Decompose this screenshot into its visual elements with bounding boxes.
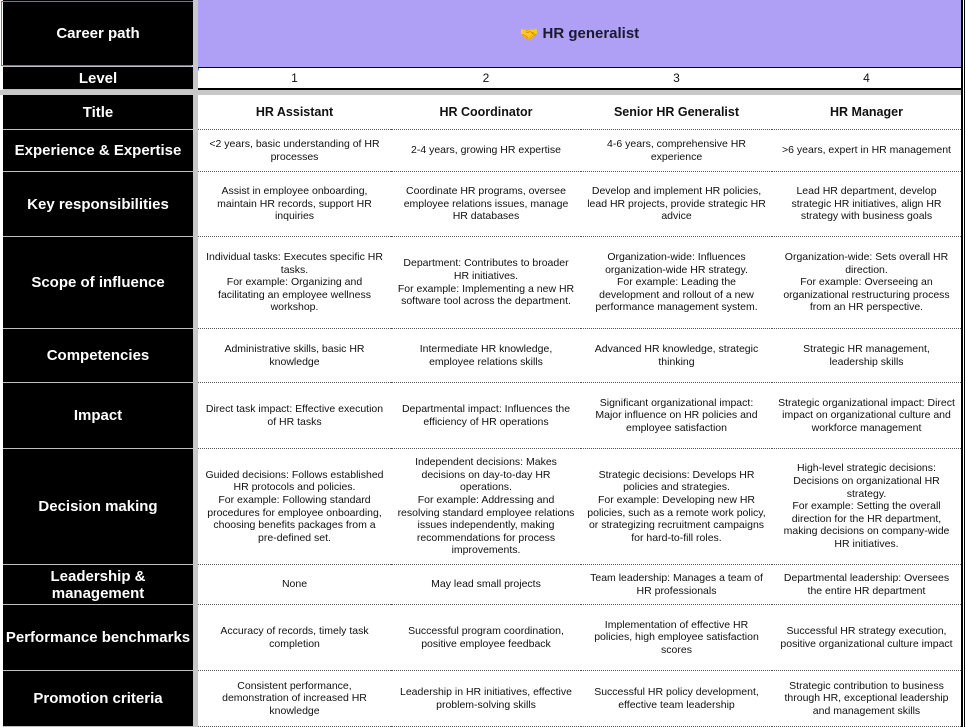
cell-text: Direct task impact: Effective execution of HR tasks (205, 402, 384, 428)
cell-text: <2 years, basic understanding of HR processes (209, 137, 380, 163)
table-cell[interactable] (581, 449, 772, 565)
cell-text: Assist in employee onboarding, maintain HR records, support HR inquiries (217, 185, 372, 223)
cell-text: Lead HR department, develop strategic HR initiatives, align HR strategy with business goals (791, 185, 942, 223)
cell-text: Consistent performance, demonstration of increased HR knowledge (222, 679, 367, 717)
cell-text: Administrative skills, basic HR knowledge (224, 342, 365, 368)
career-path-label-cell[interactable] (3, 0, 193, 67)
level-label: Level (78, 69, 118, 87)
cell-summary: Department: Contributes to broader HR initiatives. (403, 257, 569, 282)
cell-text: 4-6 years, comprehensive HR experience (607, 137, 746, 163)
cell-text: Implementation of effective HR policies, high employee satisfaction scores (594, 618, 759, 656)
table-cell[interactable] (198, 605, 391, 671)
row-label: Impact (73, 407, 123, 424)
cell-text: Strategic organizational impact: Direct impact on organizational culture and workforce management (778, 396, 955, 434)
cell-summary: High-level strategic decisions: Decisions on organizational HR strategy. (793, 462, 940, 500)
cell-example: For example: Leading the development and rollout of a new performance management system. (595, 276, 758, 314)
row-label: Decision making (38, 498, 158, 515)
cell-text: Successful HR strategy execution, positive organizational culture impact (780, 624, 953, 650)
table-cell[interactable] (581, 383, 772, 449)
table-cell[interactable] (772, 329, 961, 383)
cell-text: Significant organizational impact: Major influence on HR policies and employee satisfaction (595, 396, 758, 434)
row-label-cell[interactable] (3, 671, 193, 727)
cell-text: HR Assistant (255, 104, 334, 119)
right-border-outer (964, 0, 965, 727)
title-cell[interactable] (772, 95, 961, 130)
cell-text: Accuracy of records, timely task completion (220, 624, 369, 650)
cell-example: For example: Organizing and facilitating an employee wellness workshop. (218, 276, 371, 314)
table-cell[interactable] (198, 449, 391, 565)
cell-summary: Individual tasks: Executes specific HR tasks. (206, 251, 383, 276)
cell-text: HR Coordinator (439, 104, 533, 119)
row-label: Leadership & management (50, 567, 146, 602)
table-cell[interactable] (581, 605, 772, 671)
cell-example: For example: Implementing a new HR software tool across the department. (397, 282, 575, 308)
table-cell[interactable] (391, 329, 581, 383)
cell-text: Intermediate HR knowledge, employee relations skills (419, 342, 553, 368)
table-cell[interactable] (391, 565, 581, 605)
cell-summary: Independent decisions: Makes decisions on day-to-day HR operations. (415, 456, 557, 494)
table-cell[interactable] (772, 671, 961, 727)
row-label: Key responsibilities (27, 195, 169, 213)
table-cell[interactable] (198, 130, 391, 172)
level-label-cell[interactable] (3, 67, 193, 90)
row-label: Performance benchmarks (5, 629, 191, 646)
career-path-value: HR generalist (542, 25, 640, 42)
row-label-cell[interactable] (3, 605, 193, 671)
row-label-cell[interactable] (3, 130, 193, 172)
table-cell[interactable] (772, 172, 961, 237)
row-label-cell[interactable] (3, 565, 193, 605)
table-cell[interactable] (581, 172, 772, 237)
table-cell[interactable] (391, 383, 581, 449)
table-cell[interactable] (772, 449, 961, 565)
cell-text: Coordinate HR programs, oversee employee relations issues, manage HR databases (403, 185, 569, 223)
cell-text: Leadership in HR initiatives, effective problem-solving skills (400, 685, 572, 711)
cell-example: For example: Addressing and resolving standard employee relations issues independently, making recommendations for process improvements. (397, 493, 575, 557)
table-cell[interactable] (198, 329, 391, 383)
table-cell[interactable] (772, 565, 961, 605)
cell-text (397, 257, 575, 307)
cell-text: Departmental leadership: Oversees the entire HR department (783, 571, 950, 597)
title-cell[interactable] (198, 95, 391, 130)
cell-example: For example: Overseeing an organizational restructuring process from an HR perspective. (783, 276, 950, 314)
cell-text: None (281, 578, 308, 591)
cell-text (587, 469, 766, 545)
title-cell[interactable] (391, 95, 581, 130)
table-cell[interactable] (198, 172, 391, 237)
row-label-cell[interactable] (3, 449, 193, 565)
row-label-cell[interactable] (3, 329, 193, 383)
row-label: Promotion criteria (33, 690, 163, 707)
cell-text: Departmental impact: Influences the efficiency of HR operations (401, 402, 571, 428)
row-label-cell[interactable] (3, 172, 193, 237)
table-cell[interactable] (772, 130, 961, 172)
cell-text: Senior HR Generalist (613, 104, 740, 119)
table-cell[interactable] (198, 383, 391, 449)
row-label: Scope of influence (31, 274, 165, 291)
level-cell-3[interactable]: 3 (581, 67, 772, 90)
table-cell[interactable] (772, 605, 961, 671)
cell-text: Strategic contribution to business through HR, exceptional leadership and management skills (784, 679, 949, 717)
cell-text: Successful HR policy development, effective team leadership (594, 685, 759, 711)
cell-text: Develop and implement HR policies, lead HR projects, provide strategic HR advice (587, 185, 766, 223)
table-cell[interactable] (198, 237, 391, 329)
table-cell[interactable] (391, 671, 581, 727)
cell-text: Successful program coordination, positive employee feedback (408, 624, 564, 650)
table-cell[interactable] (581, 329, 772, 383)
table-cell[interactable] (581, 671, 772, 727)
cell-text: 2-4 years, growing HR expertise (411, 144, 561, 157)
table-cell[interactable] (391, 172, 581, 237)
cell-text (204, 251, 385, 314)
level-cell-1[interactable]: 1 (198, 67, 391, 90)
cell-text: Team leadership: Manages a team of HR professionals (590, 571, 763, 597)
right-border (961, 0, 963, 727)
table-cell[interactable] (391, 130, 581, 172)
row-label-cell[interactable] (3, 237, 193, 329)
table-cell[interactable] (391, 449, 581, 565)
cell-text (397, 456, 575, 557)
cell-text (778, 462, 955, 550)
row-label: Competencies (46, 347, 150, 364)
cell-text (778, 251, 955, 314)
cell-summary: Organization-wide: Influences organization-wide HR strategy. (605, 251, 748, 276)
row-label-cell[interactable] (3, 383, 193, 449)
title-cell[interactable] (581, 95, 772, 130)
table-cell[interactable] (198, 565, 391, 605)
career-path-label: Career path (56, 24, 140, 42)
table-cell[interactable] (581, 237, 772, 329)
cell-text: Strategic HR management, leadership skills (803, 342, 930, 368)
level-cell-2[interactable]: 2 (391, 67, 581, 90)
career-path-banner[interactable] (198, 0, 961, 68)
cell-text: >6 years, expert in HR management (782, 144, 951, 157)
table-cell[interactable] (391, 237, 581, 329)
table-cell[interactable] (198, 671, 391, 727)
cell-example: For example: Setting the overall direction for the HR department, making decisions on company-wide HR initiatives. (783, 500, 950, 550)
cell-summary: Guided decisions: Follows established HR protocols and policies. (205, 468, 384, 494)
table-cell[interactable] (772, 237, 961, 329)
table-cell[interactable] (391, 605, 581, 671)
cell-text (587, 251, 766, 314)
level-cell-4[interactable]: 4 (772, 67, 961, 90)
row-label: Experience & Expertise (14, 142, 182, 159)
row-label: Title (82, 103, 114, 121)
cell-summary: Organization-wide: Sets overall HR direction. (784, 251, 949, 276)
table-cell[interactable] (581, 130, 772, 172)
table-cell[interactable] (581, 565, 772, 605)
cell-text (204, 469, 385, 545)
cell-example: For example: Developing new HR policies, such as a remote work policy, or strategizing recruitment campaigns for hard-to-fill roles. (587, 493, 766, 544)
cell-summary: Strategic decisions: Develops HR policies and strategies. (598, 468, 755, 494)
cell-text: HR Manager (830, 104, 903, 119)
row-label-cell[interactable] (3, 95, 193, 130)
cell-example: For example: Following standard procedures for employee onboarding, choosing benefits packages from a pre-defined set. (207, 493, 382, 544)
cell-text: Advanced HR knowledge, strategic thinking (594, 342, 759, 368)
cell-text: May lead small projects (431, 578, 541, 591)
handshake-icon: 🤝 (519, 25, 539, 43)
table-cell[interactable] (772, 383, 961, 449)
